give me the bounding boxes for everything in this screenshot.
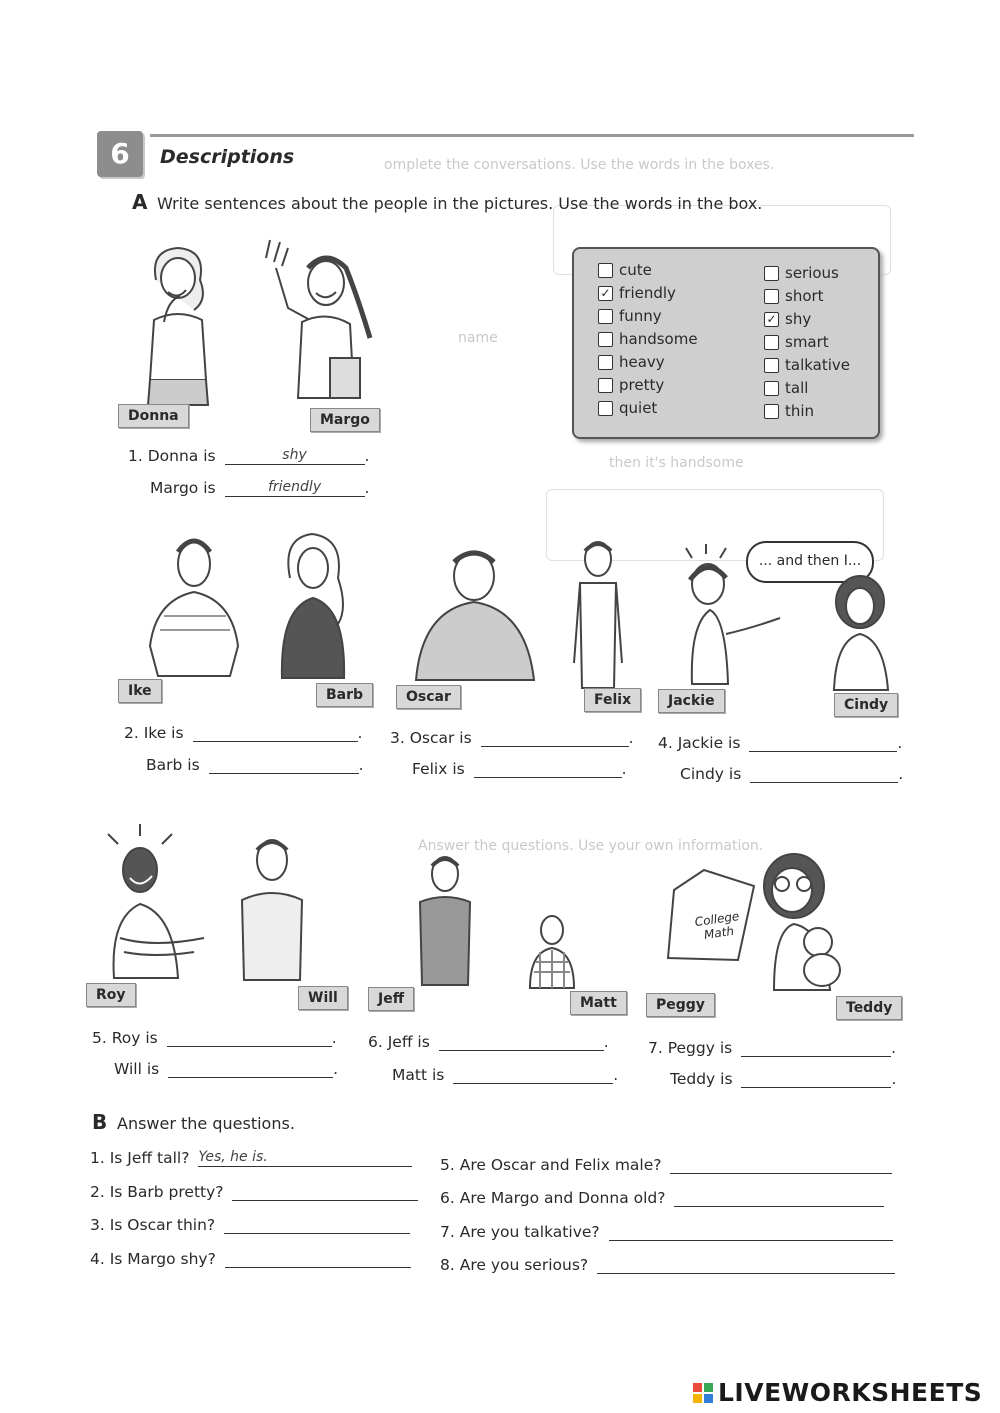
name-tag-peggy: Peggy: [646, 993, 715, 1017]
bleed-through-text: Answer the questions. Use your own information.: [418, 838, 764, 854]
period: .: [628, 729, 634, 747]
word-label: talkative: [785, 356, 851, 374]
checkbox-icon[interactable]: [598, 309, 613, 324]
question-5: [440, 1156, 892, 1174]
name-tag-ike: Ike: [118, 679, 162, 703]
word-label: serious: [785, 264, 839, 282]
answer-blank[interactable]: [439, 1034, 604, 1051]
word-option[interactable]: [764, 356, 850, 374]
section-b-instruction: Answer the questions.: [117, 1114, 295, 1133]
word-label: smart: [785, 333, 829, 351]
item-4-cindy: [680, 765, 903, 783]
period: .: [333, 1060, 339, 1078]
unit-title: Descriptions: [160, 146, 295, 168]
answer-blank[interactable]: [750, 766, 898, 783]
checkbox-icon[interactable]: [598, 263, 613, 278]
answer-blank[interactable]: [597, 1257, 895, 1274]
item-prompt: 7. Peggy is: [648, 1039, 733, 1057]
bleed-through-text: name: [458, 330, 498, 346]
item-prompt: 3. Oscar is: [390, 729, 472, 747]
period: .: [331, 1029, 337, 1047]
answer-blank[interactable]: [198, 1150, 412, 1167]
matt-illustration: [522, 912, 582, 992]
answer-blank[interactable]: [474, 761, 622, 778]
item-2-ike: [124, 724, 362, 742]
name-tag-barb: Barb: [316, 683, 373, 707]
item-prompt: Will is: [114, 1060, 160, 1078]
checkbox-icon[interactable]: [598, 401, 613, 416]
name-tag-jeff: Jeff: [368, 987, 414, 1011]
word-label: quiet: [619, 399, 658, 417]
checkbox-icon[interactable]: ✓: [598, 286, 613, 301]
logo-text: LIVEWORKSHEETS: [718, 1378, 983, 1407]
answer-blank[interactable]: [670, 1157, 892, 1174]
bleed-through-text: omplete the conversations. Use the words in the boxes.: [384, 157, 775, 173]
speech-bubble: ... and then I...: [746, 541, 874, 583]
section-b-letter: B: [92, 1110, 108, 1134]
checkbox-icon[interactable]: [764, 289, 779, 304]
word-option[interactable]: [764, 310, 811, 328]
liveworksheets-logo: [693, 1378, 982, 1407]
oscar-illustration: [412, 540, 542, 690]
period: .: [358, 756, 364, 774]
item-3-felix: [412, 760, 627, 778]
period: .: [613, 1066, 619, 1084]
question-text: 7. Are you talkative?: [440, 1223, 600, 1241]
question-text: 8. Are you serious?: [440, 1256, 589, 1274]
roy-illustration: [94, 828, 224, 988]
period: .: [891, 1039, 897, 1057]
name-tag-donna: Donna: [118, 404, 189, 428]
answer-blank[interactable]: [741, 1040, 891, 1057]
checkbox-icon[interactable]: [764, 381, 779, 396]
donna-illustration: [128, 240, 238, 410]
word-label: thin: [785, 402, 815, 420]
item-5-roy: [92, 1029, 337, 1047]
question-text: 2. Is Barb pretty?: [90, 1183, 224, 1201]
name-tag-oscar: Oscar: [396, 685, 461, 709]
item-prompt: Teddy is: [670, 1070, 733, 1088]
answer-blank[interactable]: [749, 735, 897, 752]
item-prompt: 4. Jackie is: [658, 734, 741, 752]
question-2: [90, 1183, 418, 1201]
word-label: pretty: [619, 376, 665, 394]
answer-blank[interactable]: [232, 1184, 418, 1201]
checkbox-icon[interactable]: ✓: [764, 312, 779, 327]
word-option[interactable]: [764, 333, 829, 351]
period: .: [357, 724, 363, 742]
item-prompt: Felix is: [412, 760, 465, 778]
period: .: [621, 760, 627, 778]
jeff-illustration: [410, 850, 480, 990]
word-label: shy: [785, 310, 812, 328]
item-prompt: 1. Donna is: [128, 447, 216, 465]
answer-blank[interactable]: [225, 1251, 411, 1268]
period: .: [603, 1033, 609, 1051]
answer-text: friendly: [267, 479, 322, 495]
item-7-teddy: [670, 1070, 896, 1088]
item-4-jackie: [658, 734, 902, 752]
word-option[interactable]: [598, 330, 698, 348]
item-6-matt: [392, 1066, 618, 1084]
question-text: 3. Is Oscar thin?: [90, 1216, 216, 1234]
question-1: [90, 1149, 412, 1167]
item-1-margo: [150, 479, 369, 497]
header-rule: [150, 134, 914, 137]
checkbox-icon[interactable]: [764, 335, 779, 350]
word-option[interactable]: [598, 353, 665, 371]
period: .: [364, 479, 370, 497]
question-text: 1. Is Jeff tall?: [90, 1149, 190, 1167]
answer-blank[interactable]: [609, 1224, 893, 1241]
item-2-barb: [146, 756, 364, 774]
name-tag-matt: Matt: [570, 991, 627, 1015]
word-label: heavy: [619, 353, 665, 371]
ike-illustration: [140, 526, 250, 686]
answer-blank[interactable]: [225, 448, 365, 465]
question-4: [90, 1250, 411, 1268]
checkbox-icon[interactable]: [764, 266, 779, 281]
question-text: 4. Is Margo shy?: [90, 1250, 216, 1268]
answer-blank[interactable]: [167, 1030, 332, 1047]
period: .: [364, 447, 370, 465]
barb-illustration: [268, 528, 358, 683]
item-1-donna: [128, 447, 369, 465]
word-box: [572, 247, 880, 439]
question-8: [440, 1256, 895, 1274]
item-prompt: Barb is: [146, 756, 200, 774]
answer-text: shy: [282, 447, 307, 463]
question-7: [440, 1223, 893, 1241]
checkbox-icon[interactable]: [764, 358, 779, 373]
logo-grid-icon: [693, 1383, 715, 1405]
item-prompt: Matt is: [392, 1066, 445, 1084]
cindy-illustration: [828, 570, 898, 695]
word-label: handsome: [619, 330, 698, 348]
section-a-letter: A: [132, 190, 148, 214]
name-tag-will: Will: [298, 986, 348, 1010]
name-tag-roy: Roy: [86, 983, 136, 1007]
word-label: short: [785, 287, 824, 305]
question-6: [440, 1189, 884, 1207]
answer-blank[interactable]: [674, 1190, 884, 1207]
answer-blank[interactable]: [741, 1071, 891, 1088]
question-3: [90, 1216, 410, 1234]
word-option[interactable]: [764, 287, 824, 305]
answer-blank[interactable]: [224, 1217, 410, 1234]
period: .: [897, 734, 903, 752]
book-title: College Math: [693, 909, 741, 942]
word-label: tall: [785, 379, 809, 397]
checkbox-icon[interactable]: [598, 378, 613, 393]
section-a-instruction: Write sentences about the people in the pictures. Use the words in the box.: [157, 194, 763, 213]
item-prompt: 6. Jeff is: [368, 1033, 430, 1051]
name-tag-jackie: Jackie: [658, 689, 725, 713]
word-option[interactable]: [598, 399, 657, 417]
word-option[interactable]: [598, 261, 652, 279]
checkbox-icon[interactable]: [764, 404, 779, 419]
answer-blank[interactable]: [453, 1067, 613, 1084]
answer-blank[interactable]: [481, 730, 629, 747]
item-3-oscar: [390, 729, 634, 747]
item-prompt: Margo is: [150, 479, 216, 497]
bleed-through-text: then it's handsome: [609, 455, 744, 471]
item-prompt: Cindy is: [680, 765, 742, 783]
will-illustration: [232, 830, 312, 990]
checkbox-icon[interactable]: [598, 332, 613, 347]
item-prompt: 2. Ike is: [124, 724, 184, 742]
answer-blank[interactable]: [225, 480, 365, 497]
word-option[interactable]: [598, 307, 662, 325]
felix-illustration: [568, 533, 628, 693]
answer-blank[interactable]: [193, 725, 358, 742]
question-text: 6. Are Margo and Donna old?: [440, 1189, 666, 1207]
answer-blank[interactable]: [168, 1061, 333, 1078]
checkbox-icon[interactable]: [598, 355, 613, 370]
answer-text: Yes, he is.: [198, 1149, 268, 1165]
word-label: friendly: [619, 284, 676, 302]
question-text: 5. Are Oscar and Felix male?: [440, 1156, 662, 1174]
word-option[interactable]: [764, 402, 814, 420]
unit-number-badge: 6: [97, 131, 143, 177]
word-option[interactable]: [764, 379, 808, 397]
margo-illustration: [258, 238, 378, 413]
name-tag-felix: Felix: [584, 688, 641, 712]
item-5-will: [114, 1060, 338, 1078]
name-tag-margo: Margo: [310, 408, 380, 432]
word-option[interactable]: [598, 376, 664, 394]
answer-blank[interactable]: [209, 757, 359, 774]
name-tag-teddy: Teddy: [836, 996, 902, 1020]
word-option[interactable]: [764, 264, 839, 282]
name-tag-cindy: Cindy: [834, 693, 898, 717]
period: .: [898, 765, 904, 783]
word-option[interactable]: [598, 284, 676, 302]
item-7-peggy: [648, 1039, 896, 1057]
item-6-jeff: [368, 1033, 609, 1051]
word-label: cute: [619, 261, 652, 279]
item-prompt: 5. Roy is: [92, 1029, 158, 1047]
word-label: funny: [619, 307, 662, 325]
period: .: [891, 1070, 897, 1088]
